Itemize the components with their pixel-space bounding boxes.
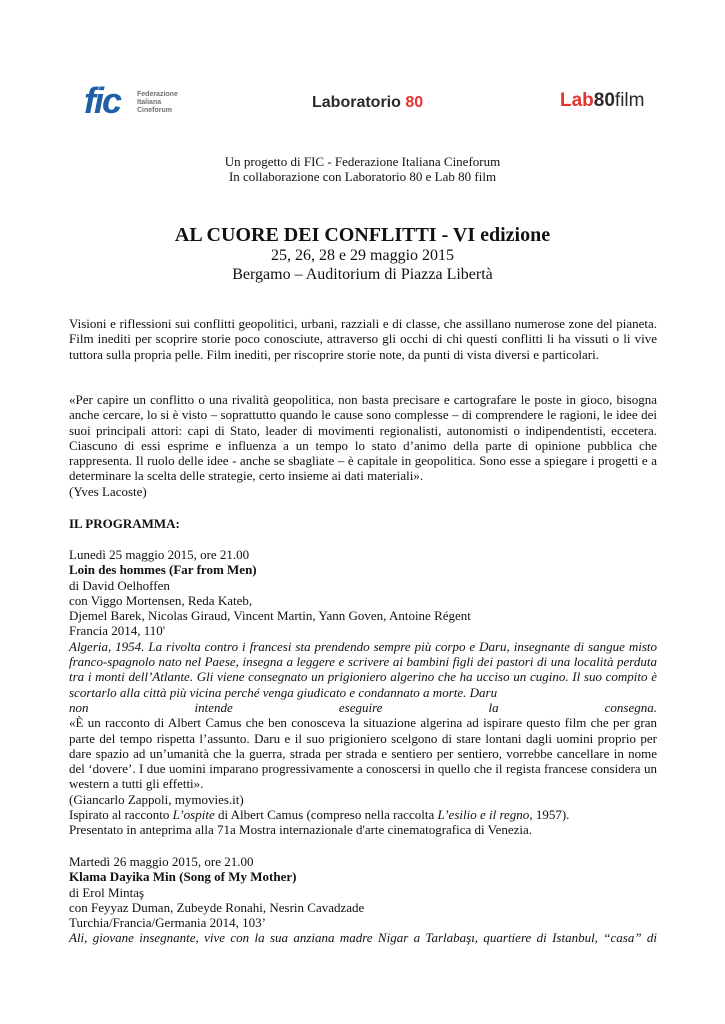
page-title: AL CUORE DEI CONFLITTI - VI edizione: [174, 224, 551, 246]
film-synopsis: Algeria, 1954. La rivolta contro i francesi sta prendendo sempre più corpo e Daru, insegnante di sangue misto franco-spagnolo nato nel Paese, insegna a leggere e scrivere ai bambini figli dei pastori di una località perduta tra i monti dell’Atlante. Gli viene consegnato un prigioniero algerino che ha ucciso un cugino. Il suo compito è scortarlo alla città più vicina perché venga giudicato e condannato a morte. Daru: [69, 638, 657, 700]
film-director: di David Oelhoffen: [69, 577, 170, 593]
fic-logo-mark: fic: [84, 80, 121, 121]
fic-logo-text: Federazione Italiana Cineforum: [137, 91, 178, 114]
film-inspiration: Ispirato al racconto L’ospite di Albert Camus (compreso nella raccolta L’esilio e il regno, 1957).: [69, 807, 570, 823]
quote-block: [69, 392, 657, 499]
film-cast: con Viggo Mortensen, Reda Kateb,: [69, 592, 253, 608]
film-review: «È un racconto di Albert Camus che ben conosceva la situazione algerina ad ispirare questo film che per gran parte del tempo rispetta l’assunto. Daru e il suo prigioniero scelgono di stare lontani dagli uomini proprio per dare spazio ad un’umanità che la guerra, strada per strada e sentiero per sentiero, vorrebbe cancellare in nome del ‘dovere’. I due uomini imparano progressivamente a conoscersi in quello che il regista francese considera un western a tutti gli effetti».: [69, 715, 657, 792]
intro-paragraph: Visioni e riflessioni sui conflitti geopolitici, urbani, razziali e di classe, che assillano numerose zone del pianeta. Film inediti per scoprire storie poco conosciute, attraverso gli occhi di chi questi conflitti li ha vissuti o li vive tuttora sulla propria pelle. Film inediti, per riscoprire storie note, da punti di vista diversi e particolari.: [69, 316, 657, 362]
film-cast: Djemel Barek, Nicolas Giraud, Vincent Martin, Yann Goven, Antoine Régent: [69, 608, 471, 624]
programma-heading: IL PROGRAMMA:: [69, 516, 180, 531]
film-premiere: Presentato in anteprima alla 71a Mostra internazionale d'arte cinematografica di Venezia.: [69, 822, 533, 838]
film-entry-1: [69, 547, 657, 838]
film-date: Lunedì 25 maggio 2015, ore 21.00: [69, 547, 250, 562]
film-country-year: Turchia/Francia/Germania 2014, 103’: [69, 915, 266, 931]
event-dates: 25, 26, 28 e 29 maggio 2015: [270, 247, 455, 264]
film-country-year: Francia 2014, 110': [69, 623, 166, 639]
lab-80-film-logo: Lab80film: [560, 90, 645, 111]
project-credits: Un progetto di FIC - Federazione Italiana Cineforum In collaborazione con Laboratorio 80 e Lab 80 film: [224, 154, 501, 184]
laboratorio-80-logo: Laboratorio 80: [312, 94, 424, 111]
event-venue: Bergamo – Auditorium di Piazza Libertà: [232, 266, 493, 283]
quote-text: «Per capire un conflitto o una rivalità geopolitica, non basta precisare e cartografare le poste in gioco, bisogna anche cercare, lo si è visto – soprattutto quando le cause sono complesse – di comprendere le ragioni, le idee dei suoi principali attori: capi di Stato, leader di movimenti regionalisti, autonomisti o indipendentisti, eccetera. Ciascuno di essi esprime e influenza a un tempo lo stato d’animo della parte di opinione pubblica che rappresenta. Il ruolo delle idee - anche se sbagliate – è capitale in geopolitica. Sono esse a spiegare i progetti e a determinare la scelta delle strategie, certo insieme ai dati materiali».: [69, 392, 657, 484]
fic-logo: [84, 80, 194, 122]
film-director: di Erol Mintaş: [69, 884, 145, 900]
film-entry-2: [69, 854, 657, 946]
quote-author: (Yves Lacoste): [69, 483, 147, 499]
film-synopsis-end: non intende eseguire la consegna.: [69, 699, 657, 715]
event-dates-venue: [0, 246, 725, 284]
film-title: Loin des hommes (Far from Men): [69, 562, 257, 578]
film-cast: con Feyyaz Duman, Zubeyde Ronahi, Nesrin Cavadzade: [69, 899, 365, 915]
logo-bar: [0, 80, 725, 124]
film-synopsis: Ali, giovane insegnante, vive con la sua anziana madre Nigar a Tarlabaşı, quartiere di Istanbul, “casa” di: [69, 930, 657, 946]
film-title: Klama Dayika Min (Song of My Mother): [69, 869, 297, 885]
film-review-source: (Giancarlo Zappoli, mymovies.it): [69, 791, 244, 807]
film-date: Martedì 26 maggio 2015, ore 21.00: [69, 854, 254, 869]
